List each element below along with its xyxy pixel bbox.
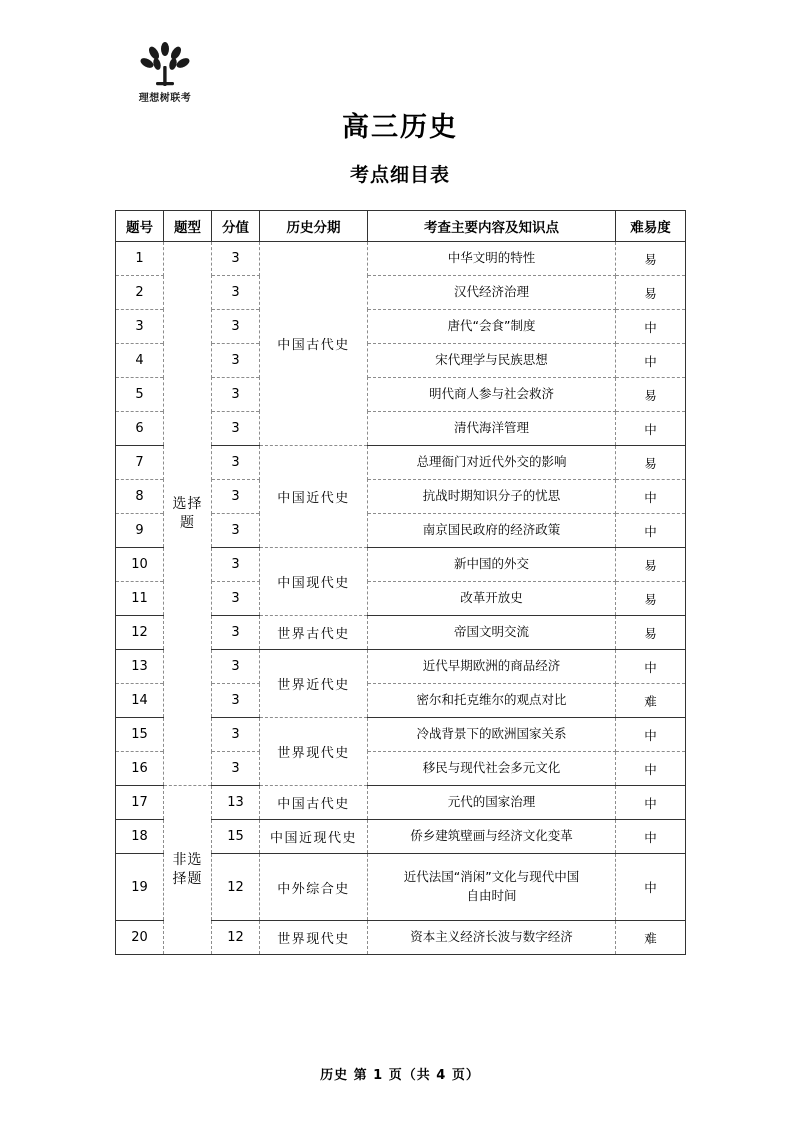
cell-difficulty: 易: [616, 378, 686, 412]
cell-period: 世界现代史: [260, 921, 368, 955]
cell-content: 清代海洋管理: [368, 412, 616, 446]
cell-question-no: 13: [116, 650, 164, 684]
cell-question-no: 1: [116, 242, 164, 276]
cell-difficulty: 易: [616, 548, 686, 582]
cell-period: 世界近代史: [260, 650, 368, 718]
cell-period: 中国近代史: [260, 446, 368, 548]
cell-content: 南京国民政府的经济政策: [368, 514, 616, 548]
cell-question-no: 11: [116, 582, 164, 616]
cell-content: 抗战时期知识分子的忧思: [368, 480, 616, 514]
cell-score: 12: [212, 921, 260, 955]
cell-question-no: 18: [116, 820, 164, 854]
th-type: 题型: [164, 211, 212, 242]
cell-content: 唐代“会食”制度: [368, 310, 616, 344]
cell-question-no: 20: [116, 921, 164, 955]
cell-score: 3: [212, 310, 260, 344]
cell-question-no: 15: [116, 718, 164, 752]
cell-content: 新中国的外交: [368, 548, 616, 582]
cell-question-no: 17: [116, 786, 164, 820]
th-score: 分值: [212, 211, 260, 242]
cell-question-type: 非选 择题: [164, 786, 212, 955]
cell-score: 3: [212, 412, 260, 446]
cell-score: 3: [212, 276, 260, 310]
cell-question-no: 7: [116, 446, 164, 480]
page-footer: 历史 第 1 页（共 4 页）: [320, 1068, 480, 1083]
th-difficulty: 难易度: [616, 211, 686, 242]
cell-question-no: 12: [116, 616, 164, 650]
cell-content: 汉代经济治理: [368, 276, 616, 310]
cell-content: 密尔和托克维尔的观点对比: [368, 684, 616, 718]
cell-period: 中外综合史: [260, 854, 368, 921]
cell-content: 明代商人参与社会救济: [368, 378, 616, 412]
th-period: 历史分期: [260, 211, 368, 242]
cell-score: 3: [212, 344, 260, 378]
cell-period: 世界现代史: [260, 718, 368, 786]
cell-question-no: 14: [116, 684, 164, 718]
cell-score: 3: [212, 684, 260, 718]
cell-difficulty: 中: [616, 344, 686, 378]
cell-score: 3: [212, 446, 260, 480]
cell-score: 15: [212, 820, 260, 854]
logo: [118, 42, 212, 104]
cell-question-no: 16: [116, 752, 164, 786]
cell-score: 3: [212, 616, 260, 650]
cell-question-no: 9: [116, 514, 164, 548]
cell-difficulty: 难: [616, 921, 686, 955]
cell-period: 中国近现代史: [260, 820, 368, 854]
cell-score: 3: [212, 480, 260, 514]
cell-question-no: 8: [116, 480, 164, 514]
cell-question-no: 19: [116, 854, 164, 921]
cell-score: 3: [212, 752, 260, 786]
spec-table-wrap: [115, 210, 685, 955]
cell-score: 13: [212, 786, 260, 820]
cell-difficulty: 易: [616, 276, 686, 310]
cell-score: 3: [212, 548, 260, 582]
cell-difficulty: 中: [616, 650, 686, 684]
cell-difficulty: 易: [616, 242, 686, 276]
cell-score: 3: [212, 650, 260, 684]
cell-difficulty: 易: [616, 616, 686, 650]
cell-score: 12: [212, 854, 260, 921]
table-row: [116, 786, 686, 820]
cell-content: 改革开放史: [368, 582, 616, 616]
cell-difficulty: 中: [616, 514, 686, 548]
leaf-tree-icon: [138, 42, 192, 88]
cell-question-type: 选择 题: [164, 242, 212, 786]
table-body: [116, 242, 686, 955]
cell-difficulty: 中: [616, 480, 686, 514]
cell-period: 世界古代史: [260, 616, 368, 650]
cell-difficulty: 中: [616, 752, 686, 786]
page-subtitle: 考点细目表: [349, 164, 450, 186]
cell-period: 中国现代史: [260, 548, 368, 616]
cell-difficulty: 中: [616, 786, 686, 820]
cell-content: 元代的国家治理: [368, 786, 616, 820]
cell-content: 侨乡建筑壁画与经济文化变革: [368, 820, 616, 854]
th-no: 题号: [116, 211, 164, 242]
cell-content: 资本主义经济长波与数字经济: [368, 921, 616, 955]
table-header: [116, 211, 686, 242]
cell-difficulty: 中: [616, 718, 686, 752]
cell-difficulty: 中: [616, 412, 686, 446]
cell-question-no: 3: [116, 310, 164, 344]
cell-content: 移民与现代社会多元文化: [368, 752, 616, 786]
cell-score: 3: [212, 582, 260, 616]
cell-difficulty: 易: [616, 582, 686, 616]
table-row: [116, 242, 686, 276]
cell-content: 帝国文明交流: [368, 616, 616, 650]
cell-period: 中国古代史: [260, 242, 368, 446]
cell-question-no: 2: [116, 276, 164, 310]
cell-question-no: 4: [116, 344, 164, 378]
page-title: 高三历史: [342, 112, 458, 143]
cell-score: 3: [212, 718, 260, 752]
cell-content: 中华文明的特性: [368, 242, 616, 276]
cell-content: 宋代理学与民族思想: [368, 344, 616, 378]
cell-difficulty: 中: [616, 854, 686, 921]
cell-difficulty: 难: [616, 684, 686, 718]
spec-table: [115, 210, 686, 955]
cell-content: 总理衙门对近代外交的影响: [368, 446, 616, 480]
cell-score: 3: [212, 514, 260, 548]
th-content: 考查主要内容及知识点: [368, 211, 616, 242]
cell-score: 3: [212, 378, 260, 412]
cell-content: 近代早期欧洲的商品经济: [368, 650, 616, 684]
cell-score: 3: [212, 242, 260, 276]
cell-difficulty: 易: [616, 446, 686, 480]
cell-period: 中国古代史: [260, 786, 368, 820]
logo-text: 理想树联考: [138, 93, 192, 104]
cell-content: 冷战背景下的欧洲国家关系: [368, 718, 616, 752]
cell-question-no: 6: [116, 412, 164, 446]
cell-difficulty: 中: [616, 310, 686, 344]
cell-question-no: 10: [116, 548, 164, 582]
cell-content: 近代法国“消闲”文化与现代中国 自由时间: [368, 854, 616, 921]
cell-question-no: 5: [116, 378, 164, 412]
table-header-row: [116, 211, 686, 242]
cell-difficulty: 中: [616, 820, 686, 854]
